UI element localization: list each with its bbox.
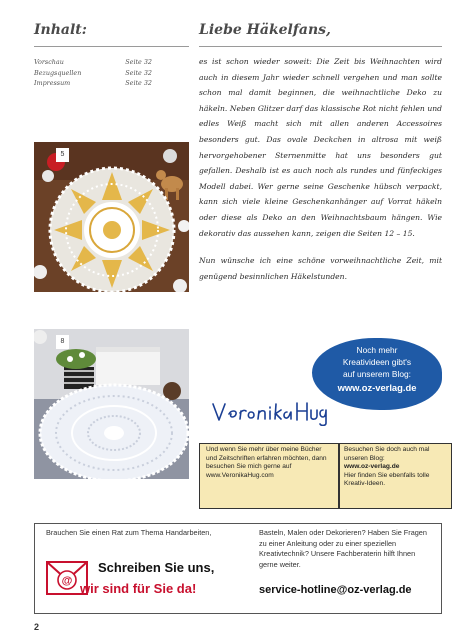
- letter-paragraph: es ist schon wieder soweit: Die Zeit bis Weihnachten wird auch in diesem Jahr wieder schnell vergehen und man sollte schon mal damit beginnen, die weihnachtliche Deko zu häkeln. Neben Glitzer darf das klassische Rot nicht fehlen und edles Weiß macht sich mit allen anderen Accessoires besonders gut. Das ovale Deckchen in altrosa mit weiß hervorgehobener Sternenmitte hat uns besonders gut gefallen. Deshalb ist es auch noch als rundes und fünfeckiges Modell dabei. Wer gerne seine Geschenke hübsch verpackt, kann sich viele kleine Geschenkanhänger auf Vorrat häkeln oder diese als Deko an den Weihnachtsbaum hängen. Wie dekorativ das aussehen kann, zeigen die Seiten 12 – 15.: [199, 57, 442, 238]
- toc-label: Bezugsquellen: [34, 68, 82, 77]
- photo-number-tag: 5: [56, 148, 69, 162]
- blog-info-box: [339, 443, 452, 509]
- svg-text:@: @: [61, 575, 73, 587]
- blog-badge[interactable]: [312, 338, 442, 410]
- doily-photo-2: [34, 329, 189, 479]
- toc-page: Seite 32: [125, 68, 152, 77]
- blog-badge-url[interactable]: www.oz-verlag.de: [337, 382, 417, 393]
- toc-row[interactable]: [34, 57, 152, 68]
- doily-illustration-1: [34, 142, 189, 292]
- service-headline: Schreiben Sie uns,: [98, 560, 215, 575]
- blog-info-url[interactable]: www.oz-verlag.de: [344, 463, 400, 471]
- author-info-text: Und wenn Sie mehr über meine Bücher und Zeitschriften erfahren möchten, dann besuchen Sie mich gerne auf www.VeronikaHug.com: [206, 446, 327, 479]
- toc-row[interactable]: [34, 78, 152, 89]
- blog-badge-line: auf unserem Blog:: [343, 369, 411, 379]
- letter-paragraph: Nun wünsche ich eine schöne vorweihnachtliche Zeit, mit genügend besinnlichen Häkelstunden.: [199, 256, 442, 281]
- toc-page: Seite 32: [125, 79, 152, 87]
- service-headline-accent: wir sind für Sie da!: [80, 581, 197, 596]
- blog-info-line: Hier finden Sie ebenfalls tolle Kreativ-Ideen.: [344, 471, 430, 488]
- photo-number-tag: 8: [56, 335, 69, 349]
- toc-label: Impressum: [34, 79, 71, 87]
- service-panel: [34, 523, 442, 614]
- service-hotline-email[interactable]: service-hotline@oz-verlag.de: [259, 584, 412, 596]
- blog-badge-line: Noch mehr: [356, 345, 398, 355]
- blog-info-line: Besuchen Sie doch auch mal unseren Blog:: [344, 446, 430, 462]
- table-of-contents: [34, 57, 152, 89]
- toc-label: Vorschau: [34, 58, 64, 66]
- blog-badge-line: Kreativideen gibt's: [342, 357, 412, 367]
- page-number: 2: [34, 622, 40, 632]
- service-description: Basteln, Malen oder Dekorieren? Haben Sie Fragen zu einer Anleitung oder zu einer speziellen Kreativtechnik? Unsere Fachberaterin hilft Ihnen gerne weiter.: [259, 528, 427, 570]
- author-info-box: [199, 443, 339, 509]
- editorial-letter: [199, 54, 442, 284]
- doily-photo-1: [34, 142, 189, 292]
- signature-image: [209, 398, 329, 426]
- toc-row[interactable]: [34, 68, 152, 79]
- toc-page: Seite 32: [125, 58, 152, 66]
- letter-divider: [199, 46, 442, 47]
- service-intro: Brauchen Sie einen Rat zum Thema Handarbeiten,: [46, 528, 212, 537]
- contents-divider: [34, 46, 189, 47]
- contents-title: Inhalt:: [34, 22, 87, 38]
- doily-illustration-2: [34, 329, 189, 479]
- letter-greeting: Liebe Häkelfans,: [199, 22, 331, 38]
